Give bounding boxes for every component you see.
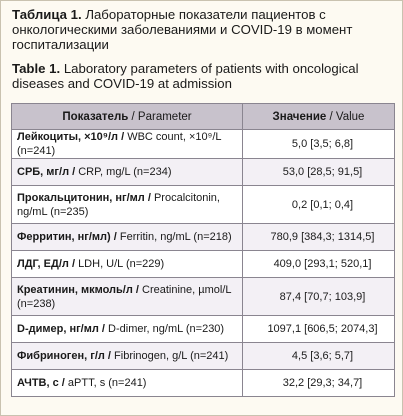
caption-en-label: Table 1. (12, 61, 61, 76)
value-cell: 1097,1 [606,5; 2074,3] (243, 316, 395, 343)
caption-ru-label: Таблица 1. (12, 7, 82, 22)
lab-parameters-table (11, 103, 395, 397)
parameter-cell: АЧТВ, с / aPTT, s (n=241) (12, 370, 243, 397)
caption-en (12, 61, 397, 91)
table-row (12, 343, 395, 370)
value-cell: 53,0 [28,5; 91,5] (243, 159, 395, 186)
header-value: Значение / Value (243, 104, 395, 130)
table-row (12, 370, 395, 397)
value-cell: 5,0 [3,5; 6,8] (243, 130, 395, 159)
caption-ru-text: Лабораторные показатели пациентов с онкологическими заболеваниями и COVID-19 в момент госпитализации (12, 7, 353, 52)
table-row (12, 316, 395, 343)
table-row (12, 186, 395, 224)
value-cell: 409,0 [293,1; 520,1] (243, 251, 395, 278)
table-row (12, 278, 395, 316)
value-cell: 32,2 [29,3; 34,7] (243, 370, 395, 397)
parameter-cell: D-димер, нг/мл / D-dimer, ng/mL (n=230) (12, 316, 243, 343)
table-row (12, 130, 395, 159)
value-cell: 0,2 [0,1; 0,4] (243, 186, 395, 224)
table-row (12, 159, 395, 186)
caption-ru (12, 7, 397, 52)
parameter-cell: Фибриноген, г/л / Fibrinogen, g/L (n=241) (12, 343, 243, 370)
parameter-cell: Прокальцитонин, нг/мл / Procalcitonin, ng/mL (n=235) (12, 186, 243, 224)
caption-en-text: Laboratory parameters of patients with oncological diseases and COVID-19 at admission (12, 61, 359, 91)
parameter-cell: Ферритин, нг/мл) / Ferritin, ng/mL (n=218) (12, 224, 243, 251)
value-cell: 87,4 [70,7; 103,9] (243, 278, 395, 316)
value-cell: 780,9 [384,3; 1314,5] (243, 224, 395, 251)
table-header-row (12, 104, 395, 130)
parameter-cell: Лейкоциты, ×10⁹/л / WBC count, ×10⁹/L (n=241) (12, 130, 243, 159)
table-row (12, 251, 395, 278)
parameter-cell: СРБ, мг/л / CRP, mg/L (n=234) (12, 159, 243, 186)
parameter-cell: Креатинин, мкмоль/л / Creatinine, µmol/L (n=238) (12, 278, 243, 316)
parameter-cell: ЛДГ, ЕД/л / LDH, U/L (n=229) (12, 251, 243, 278)
header-parameter: Показатель / Parameter (12, 104, 243, 130)
table-row (12, 224, 395, 251)
value-cell: 4,5 [3,6; 5,7] (243, 343, 395, 370)
